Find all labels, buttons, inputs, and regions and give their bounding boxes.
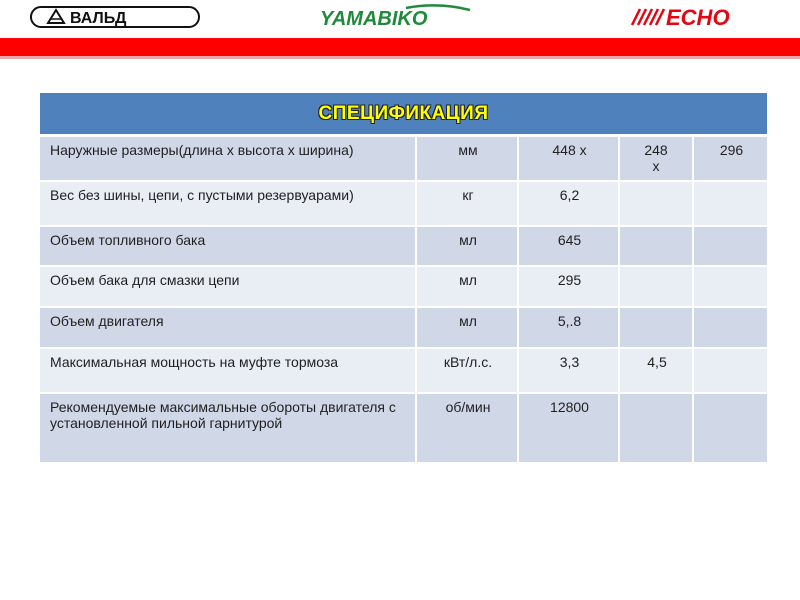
unit-cell: мл [416,307,518,348]
unit-cell: мм [416,136,518,181]
valdy-logo [30,6,200,28]
value-cell: 3,3 [518,348,619,393]
table-row [39,181,768,226]
table-row [39,226,768,266]
value-cell [619,307,693,348]
param-name-cell: Объем двигателя [39,307,416,348]
value-cell: 12800 [518,393,619,463]
value-cell [693,181,768,226]
table-row [39,307,768,348]
value-cell: 248 х [619,136,693,181]
param-name-cell: Рекомендуемые максимальные обороты двигателя с установленной пильной гарнитурой [39,393,416,463]
param-name-cell: Объем бака для смазки цепи [39,266,416,307]
value-cell [693,266,768,307]
value-cell: 6,2 [518,181,619,226]
value-cell: 5,.8 [518,307,619,348]
unit-cell: кВт/л.с. [416,348,518,393]
value-cell [693,226,768,266]
table-row [39,348,768,393]
spec-table [38,91,769,464]
spec-table-header [39,92,768,136]
param-name-cell: Наружные размеры(длина х высота х ширина) [39,136,416,181]
value-cell: 295 [518,266,619,307]
echo-logo [628,5,770,29]
spec-table-header-row [39,92,768,136]
param-name-cell: Вес без шины, цепи, с пустыми резервуарами) [39,181,416,226]
table-row [39,136,768,181]
value-cell [693,393,768,463]
unit-cell: мл [416,266,518,307]
value-cell [619,393,693,463]
unit-cell: кг [416,181,518,226]
value-cell [619,226,693,266]
value-cell: 448 х [518,136,619,181]
value-cell [619,181,693,226]
table-row [39,266,768,307]
value-cell: 645 [518,226,619,266]
value-cell: 4,5 [619,348,693,393]
param-name-cell: Максимальная мощность на муфте тормоза [39,348,416,393]
unit-cell: об/мин [416,393,518,463]
unit-cell: мл [416,226,518,266]
value-cell [693,307,768,348]
value-cell: 296 [693,136,768,181]
brand-red-band [0,38,800,56]
spec-table-title: СПЕЦИФИКАЦИЯ [318,102,489,124]
logo-bar [0,0,800,38]
table-row [39,393,768,463]
yamabiko-logo [318,4,478,30]
value-cell [693,348,768,393]
value-cell [619,266,693,307]
param-name-cell: Объем топливного бака [39,226,416,266]
yamabiko-logo-text: YAMABIKO [320,8,428,30]
echo-logo-text: ECHO [666,5,730,29]
valdy-logo-text: ВАЛЬД [70,10,127,27]
